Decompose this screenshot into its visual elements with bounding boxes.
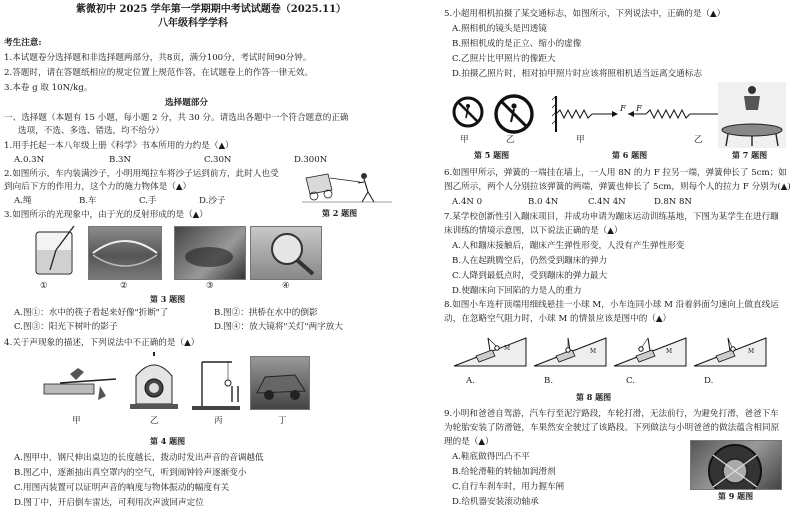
q8-caption: 第 8 题图: [576, 392, 612, 402]
q6-fig-label-yi: 乙: [694, 135, 703, 145]
q4-label-bing: 丙: [214, 416, 223, 426]
q3-caption: 第 3 题图: [150, 294, 186, 304]
q6-option-a: A.4N 0: [452, 197, 483, 207]
q2-stem-line1: 2.如图所示，车内装满沙子，小明用绳拉车将沙子运到前方，此时人也受: [4, 169, 279, 179]
q7-stem-line2: 床训练的情境示意图，以下说法正确的是（▲）: [444, 226, 623, 236]
q6-fig-force-label-1: F: [620, 104, 626, 114]
q8-label-d: D.: [704, 376, 714, 386]
notes-heading: 考生注意:: [4, 38, 42, 48]
q9-stem-line1: 9.小明和爸爸自驾游，汽车行至泥泞路段，车轮打滑，无法前行，为避免打滑，爸爸下车: [444, 409, 779, 419]
q3-stem: 3.如图所示的光现象中，由于光的反射形成的是（▲）: [4, 210, 208, 220]
q8-fig-b-ball-label: M: [590, 348, 597, 355]
section-title: 选择题部分: [165, 98, 208, 108]
q8-fig-d-ball-label: M: [748, 348, 755, 355]
q4-figure-bing-tuning-fork: [188, 356, 244, 412]
q2-option-d: D.沙子: [199, 196, 226, 206]
section-instruction-1: 一、选择题（本题有 15 小题，每小题 2 分，共 30 分。请选出各题中一个符合题意的正确: [4, 113, 349, 123]
q5-label-jia: 甲: [460, 135, 469, 145]
q3-label-4: ④: [282, 281, 290, 291]
q8-figure-a: [452, 332, 528, 368]
q6-option-b: B.0 4N: [528, 197, 559, 207]
q5-label-yi: 乙: [506, 135, 515, 145]
q5-option-c: C.乙照片比甲照片的像距大: [452, 54, 556, 64]
q6-stem-line2: 图乙所示，两个人分别拉该弹簧的两端，弹簧也伸长了 5cm，则每个人的拉力 F 分别为(▲): [444, 182, 791, 192]
q4-figure-yi-bell-jar: [126, 352, 182, 412]
q1-stem: 1.用手托起一本八年级上册《科学》书本所用的力约是（▲）: [4, 141, 234, 151]
q3-option-c: C.图③：阳光下树叶的影子: [14, 322, 118, 332]
q4-label-yi: 乙: [150, 416, 159, 426]
q7-option-a: A.人和蹦床接触后，蹦床产生弹性形变，人没有产生弹性形变: [452, 241, 685, 251]
q1-option-a: A.0.3N: [14, 155, 45, 165]
q4-caption: 第 4 题图: [150, 436, 186, 446]
q8-fig-a-ball-label: M: [504, 345, 511, 352]
q1-option-b: B.3N: [109, 155, 132, 165]
q2-option-b: B.车: [79, 196, 97, 206]
q5-figure-traffic-signs: [452, 94, 540, 134]
q3-figure-4-magnifier: [250, 226, 322, 280]
q9-caption: 第 9 题图: [718, 491, 754, 501]
q5-option-a: A.照相机的镜头是凹透镜: [452, 24, 547, 34]
q6-option-d: D.8N 8N: [654, 197, 693, 207]
note-2: 2.答题时，请在答题纸相应的规定位置上规范作答，在试题卷上的作答一律无效。: [4, 68, 313, 78]
q7-stem-line1: 7.某学校创新性引入蹦床项目，并成功申请为蹦床运动训练基地，下图为某学生在进行蹦: [444, 212, 779, 222]
q1-option-c: C.30N: [204, 155, 232, 165]
q5-option-b: B.照相机成的是正立、缩小的虚像: [452, 39, 582, 49]
q4-option-d: D.图丁中，开启倒车雷达，可利用次声波回声定位: [14, 498, 204, 508]
q4-option-b: B.图乙中，逐渐抽出真空罩内的空气，听到闹钟铃声逐渐变小: [14, 468, 247, 478]
q4-label-jia: 甲: [72, 416, 81, 426]
q3-figure-3-leaf-shadow: [174, 226, 246, 280]
q8-figure-d: [692, 332, 768, 368]
q6-stem-line1: 6.如图甲所示，弹簧的一端挂在墙上，一人用 8N 的力 F 拉另一端，弹簧伸长了 5cm；如: [444, 168, 787, 178]
q2-option-a: A.绳: [14, 196, 32, 206]
q9-figure-tire-chain: [690, 440, 782, 490]
q2-stem-line2: 到向后下方的作用力，这个力的施力物体是（▲）: [4, 182, 192, 192]
q7-option-c: C.人降到最低点时，受到蹦床的弹力最大: [452, 271, 608, 281]
q3-figure-1-chopsticks: [30, 226, 82, 278]
q4-option-a: A.图甲中，钢尺伸出桌边的长度越长，拨动时发出声音的音调越低: [14, 453, 264, 463]
q8-label-c: C.: [626, 376, 636, 386]
q9-stem-line3: 理的是（▲）: [444, 437, 494, 447]
q9-option-b: B.给轮滑鞋的转轴加润滑剂: [452, 467, 556, 477]
q1-option-d: D.300N: [294, 155, 328, 165]
q5-option-d: D.拍摄乙照片时，相对拍甲照片时应该将照相机适当远离交通标志: [452, 69, 702, 79]
q8-stem-line1: 8.如图小车连杆顶端用细线悬挂一小球 M，小车连同小球 M 沿着斜面匀速向上做直线运: [444, 300, 779, 310]
q6-figure-springs: [550, 94, 740, 134]
q3-option-a: A.图①：水中的筷子看起来好像"折断"了: [14, 308, 169, 318]
q3-option-d: D.图④：放大镜将"关灯"两字放大: [214, 322, 343, 332]
q8-label-b: B.: [544, 376, 554, 386]
q6-fig-force-label-2: F: [636, 104, 642, 114]
q7-option-b: B.人在起跳腾空后，仍然受到蹦床的弹力: [452, 256, 608, 266]
q3-figure-2-bridge: [88, 226, 162, 280]
q8-figure-c: [612, 332, 688, 368]
q4-option-c: C.用图丙装置可以证明声音的响度与物体振动的幅度有关: [14, 483, 230, 493]
q5-stem: 5.小超用相机拍摄了某交通标志，如图所示，下列说法中，正确的是（▲）: [444, 9, 726, 19]
note-3: 3.本卷 g 取 10N/kg。: [4, 83, 93, 93]
q2-figure: [302, 164, 392, 208]
q7-option-d: D.使蹦床向下回陷的力是人的重力: [452, 286, 582, 296]
q6-option-c: C.4N 4N: [588, 197, 626, 207]
q7-figure-trampoline: [718, 82, 786, 148]
q3-label-3: ③: [206, 281, 214, 291]
q8-stem-line2: 动，在忽略空气阻力时，小球 M 的情景应该是图中的（▲）: [444, 314, 672, 324]
q5-caption: 第 5 题图: [474, 150, 510, 160]
exam-title: 紫微初中 2025 学年第一学期期中考试试题卷（2025.11）: [76, 4, 347, 15]
q8-fig-c-ball-label: M: [666, 348, 673, 355]
q3-label-1: ①: [40, 281, 48, 291]
q4-stem: 4.关于声现象的描述，下列说法中不正确的是（▲）: [4, 338, 200, 348]
q3-option-b: B.图②：拱桥在水中的倒影: [214, 308, 318, 318]
q4-figure-jia-ruler: [40, 356, 120, 412]
q2-caption: 第 2 题图: [322, 208, 358, 218]
q8-figure-b: [532, 332, 608, 368]
note-1: 1.本试题卷分选择题和非选择题两部分，共8页，满分100分，考试时间90分钟。: [4, 53, 312, 63]
q7-caption: 第 7 题图: [732, 150, 768, 160]
q6-caption: 第 6 题图: [612, 150, 648, 160]
q9-option-a: A.鞋底做得凹凸不平: [452, 452, 530, 462]
q3-label-2: ②: [120, 281, 128, 291]
q4-figure-ding-car-radar: [250, 356, 310, 410]
q2-option-c: C.手: [139, 196, 157, 206]
exam-subtitle: 八年级科学学科: [158, 18, 228, 29]
q9-stem-line2: 为轮胎安装了防滑链，车果然安全驶过了该路段。下列做法与小明爸爸的做法蕴含相同原: [444, 423, 780, 433]
section-instruction-2: 选项，不选、多选、错选，均不给分）: [18, 126, 165, 136]
q8-label-a: A.: [466, 376, 475, 386]
q6-fig-label-jia: 甲: [576, 135, 585, 145]
q4-label-ding: 丁: [278, 416, 287, 426]
q9-option-d: D.给机器安装滚动轴承: [452, 497, 539, 507]
q9-option-c: C.自行车刹车时，用力握车闸: [452, 482, 565, 492]
